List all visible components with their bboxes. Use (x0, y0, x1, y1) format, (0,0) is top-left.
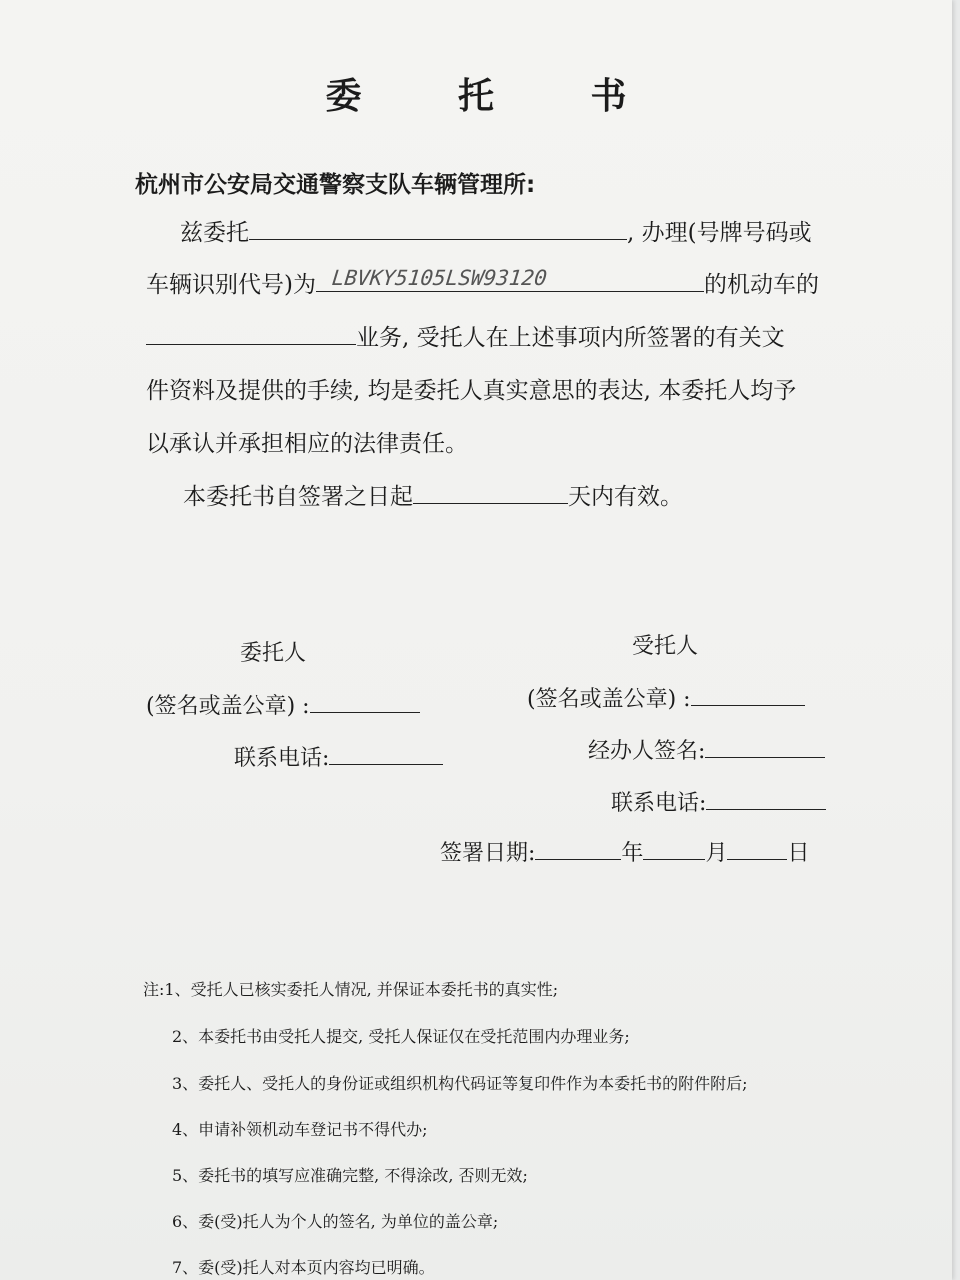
business-blank[interactable] (146, 320, 356, 345)
note-item: 7、委(受)托人对本页内容均已明确。 (172, 1258, 435, 1277)
validity-prefix: 本委托书自签署之日起 (183, 484, 413, 510)
vin-blank[interactable] (316, 267, 704, 292)
note-item: 6、委(受)托人为个人的签名, 为单位的盖公章; (172, 1212, 499, 1231)
agent-heading: 受托人 (632, 634, 699, 659)
para1-line5: 以承认并承担相应的法律责任。 (146, 431, 468, 457)
entrust-label: 兹委托 (180, 220, 249, 246)
day-blank[interactable] (727, 837, 787, 860)
client-sign-label: (签名或盖公章) : (146, 694, 310, 719)
handler-sign-line (588, 734, 825, 765)
note-item: 2、本委托书由受托人提交, 受托人保证仅在受托范围内办理业务; (172, 1027, 630, 1046)
business-text: 业务, 受托人在上述事项内所签署的有关文 (356, 325, 785, 351)
client-phone-label: 联系电话: (234, 746, 330, 771)
document-title: 委 托 书 (325, 76, 669, 117)
agent-phone-label: 联系电话: (611, 791, 707, 816)
addressee: 杭州市公安局交通警察支队车辆管理所: (135, 172, 536, 198)
note-item: 4、申请补领机动车登记书不得代办; (172, 1120, 428, 1139)
note-item: 注:1、受托人已核实委托人情况, 并保证本委托书的真实性; (143, 980, 559, 999)
para1-line4: 件资料及提供的手续, 均是委托人真实意思的表达, 本委托人均予 (146, 378, 797, 404)
validity-line (183, 478, 683, 511)
client-sign-blank[interactable] (310, 690, 420, 713)
client-phone-line (234, 741, 443, 772)
year-blank[interactable] (535, 837, 621, 860)
signing-date-line (440, 836, 809, 867)
month-blank[interactable] (643, 837, 705, 860)
para1-line1 (180, 214, 812, 247)
vin-label: 车辆识别代号)为 (146, 272, 316, 298)
validity-suffix: 天内有效。 (568, 484, 683, 510)
client-heading: 委托人 (240, 641, 307, 666)
note-item: 3、委托人、受托人的身份证或组织机构代码证等复印件作为本委托书的附件附后; (172, 1074, 748, 1093)
agent-phone-blank[interactable] (706, 787, 826, 810)
day-label: 日 (787, 841, 810, 866)
handler-sign-label: 经办人签名: (588, 739, 706, 764)
handler-sign-blank[interactable] (705, 735, 825, 758)
agent-name-blank[interactable] (249, 239, 627, 240)
agent-sign-blank[interactable] (691, 683, 805, 706)
para1-line2 (146, 266, 819, 299)
note-item: 5、委托书的填写应准确完整, 不得涂改, 否则无效; (172, 1166, 528, 1185)
validity-days-blank[interactable] (413, 479, 568, 504)
vin-handwritten: LBVKY5105LSW93120 (330, 266, 549, 290)
client-sign-line (146, 689, 420, 720)
agent-sign-label: (签名或盖公章) : (527, 687, 691, 712)
handle-label: , 办理(号牌号码或 (627, 220, 812, 246)
year-label: 年 (621, 841, 644, 866)
para1-line3 (146, 319, 785, 352)
date-label: 签署日期: (440, 841, 536, 866)
month-label: 月 (705, 841, 728, 866)
vehicle-suffix: 的机动车的 (703, 272, 819, 298)
client-phone-blank[interactable] (329, 742, 443, 765)
agent-phone-line (611, 786, 826, 817)
agent-sign-line (527, 682, 805, 713)
